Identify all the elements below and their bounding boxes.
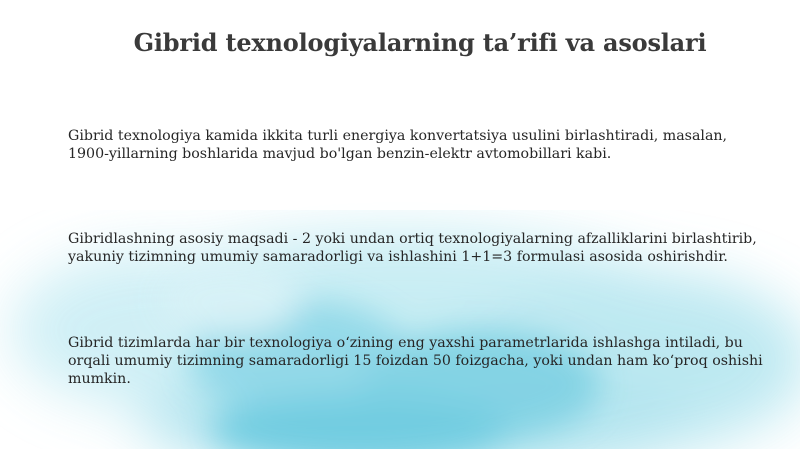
- paragraph-efficiency: Gibrid tizimlarda har bir texnologiya o‘zining eng yaxshi parametrlarida ishlashga intiladi, bu orqali umumiy tizimning samaradorligi 15 foizdan 50 foizgacha, yoki undan ham ko‘proq oshishi mumkin.: [68, 335, 763, 387]
- slide-title: Gibrid texnologiyalarning ta’rifi va asoslari: [133, 28, 707, 57]
- paragraph-goal: Gibridlashning asosiy maqsadi - 2 yoki undan ortiq texnologiyalarning afzalliklarini birlashtirib, yakuniy tizimning umumiy samaradorligi va ishlashini 1+1=3 formulasi asosida oshirishdir.: [68, 231, 757, 265]
- paragraph-definition: Gibrid texnologiya kamida ikkita turli energiya konvertatsiya usulini birlashtiradi, masalan, 1900-yillarning boshlarida mavjud bo'lgan benzin-elektr avtomobillari kabi.: [68, 128, 728, 162]
